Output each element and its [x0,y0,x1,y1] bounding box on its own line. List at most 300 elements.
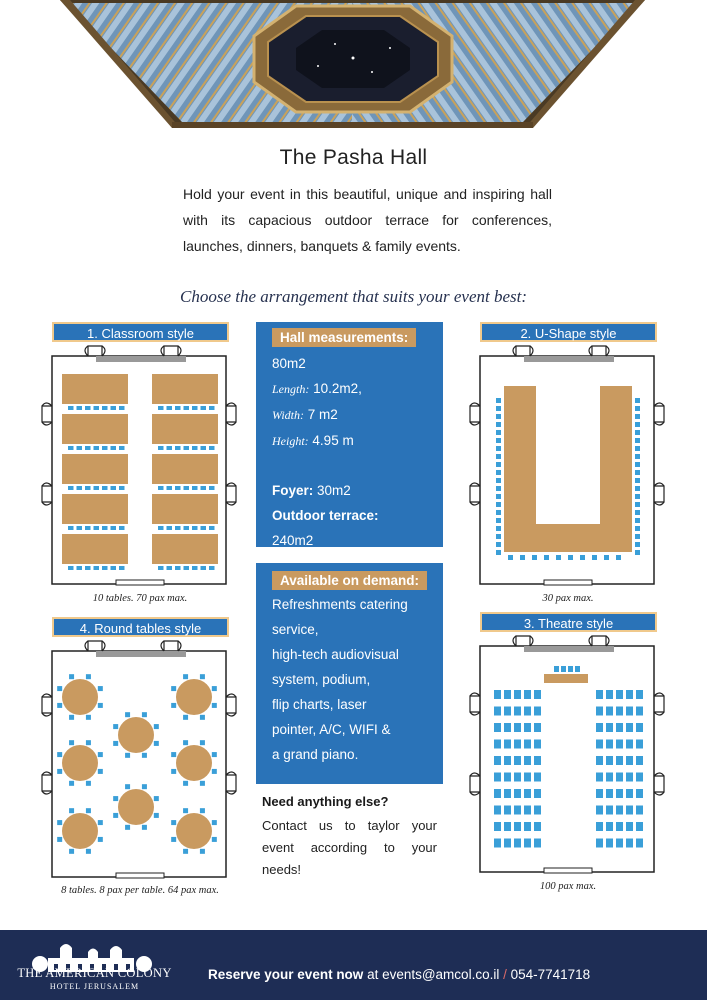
classroom-seat [102,446,108,450]
classroom-caption: 10 tables. 70 pax max. [92,593,188,604]
demand-line: system, podium, [272,672,371,687]
theatre-seat [524,723,531,732]
theatre-seat [494,806,501,815]
theatre-seat [494,707,501,716]
theatre-seat [596,822,603,831]
classroom-seat [175,566,181,570]
round-table-seat [183,715,188,720]
theatre-seat [616,789,623,798]
theatre-seat [494,839,501,848]
round-table-seat [183,781,188,786]
round-table-seat [142,712,147,717]
classroom-table [152,494,218,524]
theatre-seat [494,822,501,831]
theatre-seat [626,756,633,765]
theatre-seat [524,756,531,765]
theatre-seat [626,839,633,848]
classroom-seat [85,566,91,570]
classroom-diagram [40,342,240,590]
round-table-seat [183,849,188,854]
theatre-seat [636,723,643,732]
round-table-seat [200,781,205,786]
classroom-label: 1. Classroom style [52,322,229,342]
ushape-seat [496,542,501,547]
classroom-table [152,454,218,484]
theatre-seat [626,690,633,699]
classroom-table [62,494,128,524]
round-table-seat [125,753,130,758]
ushape-seat [496,510,501,515]
ushape-label: 2. U-Shape style [480,322,657,342]
classroom-table [62,534,128,564]
round-table-seat [171,703,176,708]
theatre-seat [524,773,531,782]
round-table-seat [183,808,188,813]
classroom-seat [175,486,181,490]
ushape-seat [496,478,501,483]
ushape-seat [496,398,501,403]
theatre-seat [606,740,613,749]
classroom-seat [158,566,164,570]
theatre-seat [494,690,501,699]
classroom-seat [201,566,207,570]
ushape-seat [635,430,640,435]
width-value: 7 m2 [307,407,338,422]
classroom-seat [77,566,83,570]
theatre-seat [504,690,511,699]
theatre-seat [616,822,623,831]
classroom-seat [94,406,100,410]
theatre-seat [534,773,541,782]
ushape-seat [635,518,640,523]
theatre-seat [494,756,501,765]
theatre-seat [534,806,541,815]
round-table-seat [171,686,176,691]
classroom-seat [175,526,181,530]
theatre-seat [504,789,511,798]
classroom-seat [184,406,190,410]
theatre-seat [494,789,501,798]
round-table-seat [86,808,91,813]
ushape-seat [496,502,501,507]
classroom-seat [184,566,190,570]
ushape-seat [635,510,640,515]
classroom-table [152,374,218,404]
ushape-seat [496,446,501,451]
round-table-seat [57,837,62,842]
theatre-seat [514,822,521,831]
round-table-seat [86,715,91,720]
theatre-seat [504,740,511,749]
classroom-seat [209,526,215,530]
theatre-seat [636,707,643,716]
round-table-seat [69,849,74,854]
round-table-seat [154,741,159,746]
ushape-seat [508,555,513,560]
theatre-seat [514,690,521,699]
classroom-seat [111,566,117,570]
ushape-seat [496,422,501,427]
theatre-seat [606,839,613,848]
ushape-seat [635,414,640,419]
classroom-seat [102,406,108,410]
theatre-stage-seat [568,666,573,672]
theatre-caption: 100 pax max. [539,881,597,892]
page-title: The Pasha Hall [279,146,428,169]
classroom-seat [209,446,215,450]
ushape-seat [496,494,501,499]
theatre-seat [534,723,541,732]
theatre-seat [504,839,511,848]
classroom-table [62,374,128,404]
ushape-seat [496,438,501,443]
round-table-seat [142,753,147,758]
classroom-seat [85,446,91,450]
round-table-seat [200,849,205,854]
theatre-seat [626,740,633,749]
theatre-seat [636,806,643,815]
classroom-seat [192,526,198,530]
ushape-seat [568,555,573,560]
theatre-seat [606,723,613,732]
round-table-seat [113,813,118,818]
theatre-seat [626,789,633,798]
theatre-seat [636,690,643,699]
classroom-seat [102,566,108,570]
classroom-seat [167,526,173,530]
reserve-email[interactable]: at events@amcol.co.il [363,967,504,982]
classroom-seat [77,486,83,490]
classroom-seat [167,486,173,490]
theatre-label: 3. Theatre style [480,612,657,632]
need-heading: Need anything else? [262,794,389,809]
classroom-seat [68,446,74,450]
reserve-phone[interactable]: 054-7741718 [506,967,591,982]
theatre-seat [534,740,541,749]
theatre-seat [534,756,541,765]
classroom-seat [94,446,100,450]
theatre-stage-seat [561,666,566,672]
classroom-seat [119,486,125,490]
classroom-seat [184,526,190,530]
terrace-label: Outdoor terrace: [272,508,379,523]
ushape-seat [496,414,501,419]
round-table-seat [200,740,205,745]
ushape-seat [635,534,640,539]
round-table-seat [125,712,130,717]
reserve-separator: / [503,967,507,982]
ushape-seat [496,462,501,467]
round-table-seat [98,686,103,691]
classroom-seat [77,526,83,530]
width-label: Width: [272,408,304,422]
round-table [118,717,154,753]
round-table [62,679,98,715]
classroom-seat [119,566,125,570]
classroom-seat [209,566,215,570]
round-table-seat [98,820,103,825]
classroom-seat [68,486,74,490]
round-table-seat [183,740,188,745]
ushape-seat [635,398,640,403]
theatre-seat [636,789,643,798]
classroom-seat [119,406,125,410]
round-table-seat [69,715,74,720]
ushape-seat [532,555,537,560]
round-table [176,745,212,781]
ushape-seat [496,534,501,539]
theatre-seat [606,690,613,699]
theatre-seat [606,773,613,782]
classroom-seat [167,566,173,570]
round-table-seat [113,724,118,729]
ushape-seat [635,438,640,443]
hotel-logo-subtitle: HOTEL JERUSALEM [49,982,140,991]
classroom-seat [192,486,198,490]
theatre-seat [534,839,541,848]
theatre-seat [596,789,603,798]
theatre-seat [504,707,511,716]
theatre-seat [524,690,531,699]
hotel-logo-name: THE AMERICAN COLONY [17,966,172,980]
ushape-diagram [468,342,668,590]
ushape-seat [604,555,609,560]
theatre-seat [524,822,531,831]
round-table [176,679,212,715]
theatre-seat [596,839,603,848]
theatre-seat [514,806,521,815]
round-caption: 8 tables. 8 pax per table. 64 pax max. [61,885,219,896]
theatre-seat [616,806,623,815]
ushape-seat [635,470,640,475]
ushape-seat [544,555,549,560]
ushape-seat [496,526,501,531]
theatre-seat [596,740,603,749]
round-table-seat [212,820,217,825]
round-table-seat [57,820,62,825]
length-label: Length: [272,382,310,396]
measurements-panel [256,322,443,547]
classroom-seat [102,486,108,490]
theatre-seat [524,789,531,798]
theatre-seat [524,707,531,716]
classroom-seat [111,446,117,450]
demand-line: service, [272,622,319,637]
round-table-seat [98,752,103,757]
ushape-seat [635,406,640,411]
ushape-seat [635,526,640,531]
theatre-seat [514,707,521,716]
classroom-seat [158,446,164,450]
ushape-seat [496,430,501,435]
ushape-seat [496,486,501,491]
ushape-caption: 30 pax max. [542,593,594,604]
round-table-seat [57,769,62,774]
round-table-seat [86,781,91,786]
demand-line: a grand piano. [272,747,359,762]
round-table-seat [69,740,74,745]
round-table-seat [200,674,205,679]
round-table-seat [125,825,130,830]
round-table-seat [57,686,62,691]
round-label: 4. Round tables style [52,617,229,637]
round-table-seat [154,724,159,729]
round-table-seat [212,752,217,757]
theatre-stage-seat [554,666,559,672]
classroom-seat [85,406,91,410]
ushape-seat [635,462,640,467]
theatre-seat [596,723,603,732]
theatre-seat [606,789,613,798]
round-table-seat [212,686,217,691]
theatre-seat [524,839,531,848]
ushape-seat [592,555,597,560]
intro-text: Hold your event in this beautiful, unique and inspiring hall with its capacious outdoor terrace for conferences, launches, dinners, banquets & family events. [183,186,552,254]
theatre-stage-seat [575,666,580,672]
classroom-seat [68,566,74,570]
classroom-seat [192,446,198,450]
round-table-seat [212,769,217,774]
theatre-seat [494,773,501,782]
classroom-table [152,414,218,444]
classroom-seat [68,526,74,530]
classroom-table [152,534,218,564]
demand-line: Refreshments catering [272,597,408,612]
theatre-seat [596,690,603,699]
demand-line: flip charts, laser [272,697,367,712]
ushape-seat [635,542,640,547]
round-table-seat [212,703,217,708]
theatre-seat [596,756,603,765]
theatre-seat [616,773,623,782]
classroom-seat [77,446,83,450]
classroom-seat [201,486,207,490]
classroom-seat [184,486,190,490]
ushape-seat [496,406,501,411]
classroom-seat [167,446,173,450]
demand-heading: Available on demand: [272,571,427,590]
round-table-seat [69,674,74,679]
theatre-seat [534,822,541,831]
ushape-seat [496,518,501,523]
classroom-seat [119,526,125,530]
theatre-seat [494,723,501,732]
theatre-seat [514,773,521,782]
round-table-seat [171,820,176,825]
terrace-value: 240m2 [272,533,314,548]
need-text: Contact us to taylor your event according to your needs! [262,818,437,877]
round-table-seat [154,813,159,818]
hall-area: 80m2 [272,356,306,371]
classroom-seat [94,486,100,490]
classroom-seat [102,526,108,530]
theatre-seat [596,806,603,815]
classroom-seat [85,486,91,490]
foyer-value: 30m2 [317,483,351,498]
theatre-seat [636,756,643,765]
round-table-seat [113,741,118,746]
round-table [118,789,154,825]
theatre-seat [606,822,613,831]
theatre-seat [616,707,623,716]
classroom-seat [192,566,198,570]
theatre-diagram [468,632,668,878]
classroom-seat [175,406,181,410]
ushape-seat [635,486,640,491]
ushape-seat [635,502,640,507]
round-table-seat [113,796,118,801]
round-table-seat [212,837,217,842]
round-table-seat [154,796,159,801]
classroom-seat [111,486,117,490]
theatre-seat [636,773,643,782]
measurements-heading: Hall measurements: [272,328,416,347]
classroom-seat [85,526,91,530]
round-table-seat [86,740,91,745]
theatre-seat [504,773,511,782]
round-diagram [40,637,240,883]
theatre-seat [606,756,613,765]
height-label: Height: [272,434,309,448]
round-table-seat [200,715,205,720]
round-table-seat [142,784,147,789]
classroom-seat [158,486,164,490]
round-table [176,813,212,849]
classroom-seat [167,406,173,410]
round-table [62,745,98,781]
classroom-seat [111,406,117,410]
theatre-seat [514,789,521,798]
theatre-seat [524,806,531,815]
round-table-seat [125,784,130,789]
round-table-seat [171,752,176,757]
ushape-seat [635,494,640,499]
theatre-seat [636,839,643,848]
theatre-seat [626,822,633,831]
classroom-seat [184,446,190,450]
theatre-seat [616,740,623,749]
theatre-seat [514,740,521,749]
ushape-seat [635,478,640,483]
theatre-seat [524,740,531,749]
theatre-seat [626,806,633,815]
classroom-seat [111,526,117,530]
round-table-seat [200,808,205,813]
theatre-seat [514,723,521,732]
reserve-bold: Reserve your event now [208,967,364,982]
theatre-seat [504,822,511,831]
demand-line: high-tech audiovisual [272,647,399,662]
theatre-seat [626,773,633,782]
ushape-seat [635,454,640,459]
classroom-seat [175,446,181,450]
round-table-seat [98,837,103,842]
classroom-seat [94,526,100,530]
classroom-seat [68,406,74,410]
theatre-seat [596,707,603,716]
theatre-seat [606,707,613,716]
reserve-line [208,967,590,982]
theatre-seat [616,756,623,765]
foyer-label: Foyer: [272,483,314,498]
ushape-seat [496,454,501,459]
classroom-seat [201,446,207,450]
height-value: 4.95 m [312,433,354,448]
demand-line: pointer, A/C, WIFI & [272,722,391,737]
ushape-seat [635,422,640,427]
classroom-seat [94,566,100,570]
ushape-seat [635,550,640,555]
